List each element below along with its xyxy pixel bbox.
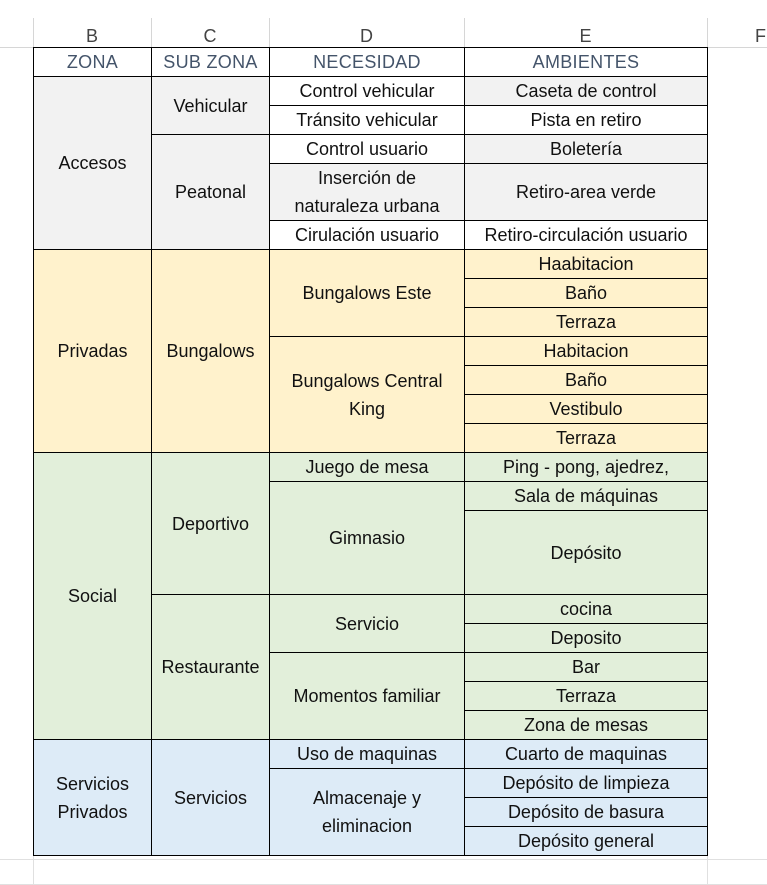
zone-cell-social[interactable]: Social <box>34 453 152 740</box>
gridline <box>0 859 767 860</box>
need-cell[interactable] <box>270 769 465 856</box>
need-line: naturaleza urbana <box>294 196 440 216</box>
space-cell[interactable]: Ping - pong, ajedrez, <box>465 453 708 482</box>
zone-line: Servicios <box>55 773 130 794</box>
need-cell[interactable]: Gimnasio <box>270 482 465 595</box>
subzone-cell-bungalows[interactable]: Bungalows <box>152 250 270 453</box>
need-cell[interactable]: Control usuario <box>270 135 465 164</box>
column-header-c[interactable]: C <box>203 26 217 46</box>
subzone-cell-vehicular[interactable]: Vehicular <box>152 77 270 135</box>
space-cell[interactable]: Retiro-area verde <box>465 164 708 221</box>
need-line: eliminacion <box>321 816 413 836</box>
need-cell[interactable]: Bungalows Este <box>270 250 465 337</box>
space-cell[interactable]: Haabitacion <box>465 250 708 279</box>
column-header-b[interactable]: B <box>85 26 98 46</box>
space-cell[interactable]: Deposito <box>465 624 708 653</box>
space-cell[interactable]: Terraza <box>465 682 708 711</box>
subzone-cell-servicios[interactable]: Servicios <box>152 740 270 856</box>
zoning-table <box>33 47 708 856</box>
space-cell[interactable]: Terraza <box>465 424 708 453</box>
space-cell[interactable]: Retiro-circulación usuario <box>465 221 708 250</box>
space-cell[interactable]: Vestibulo <box>465 395 708 424</box>
column-header-e[interactable]: E <box>579 26 592 46</box>
header-ambientes[interactable]: AMBIENTES <box>465 48 708 77</box>
need-cell[interactable]: Momentos familiar <box>270 653 465 740</box>
space-cell[interactable]: Depósito <box>465 511 708 595</box>
space-cell[interactable]: Baño <box>465 279 708 308</box>
space-cell[interactable]: Habitacion <box>465 337 708 366</box>
need-line: Bungalows Central <box>291 370 443 391</box>
need-cell[interactable]: Servicio <box>270 595 465 653</box>
space-cell[interactable]: Baño <box>465 366 708 395</box>
space-cell[interactable]: Pista en retiro <box>465 106 708 135</box>
space-cell[interactable]: Depósito de limpieza <box>465 769 708 798</box>
column-header-bar <box>0 0 767 48</box>
column-separator[interactable] <box>707 18 708 47</box>
subzone-cell-deportivo[interactable]: Deportivo <box>152 453 270 595</box>
column-header-f[interactable]: F <box>755 26 766 46</box>
space-cell[interactable]: Bar <box>465 653 708 682</box>
need-cell[interactable] <box>270 164 465 221</box>
space-cell[interactable]: Caseta de control <box>465 77 708 106</box>
space-cell[interactable]: cocina <box>465 595 708 624</box>
space-cell[interactable]: Depósito de basura <box>465 798 708 827</box>
need-cell[interactable] <box>270 337 465 453</box>
need-cell[interactable]: Cirulación usuario <box>270 221 465 250</box>
space-cell[interactable]: Terraza <box>465 308 708 337</box>
space-cell[interactable]: Zona de mesas <box>465 711 708 740</box>
zone-cell-accesos[interactable]: Accesos <box>34 77 152 250</box>
space-cell[interactable]: Boletería <box>465 135 708 164</box>
need-cell[interactable]: Tránsito vehicular <box>270 106 465 135</box>
space-cell[interactable]: Sala de máquinas <box>465 482 708 511</box>
need-cell[interactable]: Uso de maquinas <box>270 740 465 769</box>
need-cell[interactable]: Control vehicular <box>270 77 465 106</box>
need-cell[interactable]: Juego de mesa <box>270 453 465 482</box>
zone-line: Privados <box>57 801 128 822</box>
space-cell[interactable]: Cuarto de maquinas <box>465 740 708 769</box>
zone-cell-servicios-privados[interactable] <box>34 740 152 856</box>
need-line: Inserción de <box>317 168 417 188</box>
zone-cell-privadas[interactable]: Privadas <box>34 250 152 453</box>
need-line: King <box>348 398 386 419</box>
header-zona[interactable]: ZONA <box>34 48 152 77</box>
need-line: Almacenaje y <box>312 788 422 808</box>
column-header-d[interactable]: D <box>360 26 373 46</box>
subzone-cell-restaurante[interactable]: Restaurante <box>152 595 270 740</box>
space-cell[interactable]: Depósito general <box>465 827 708 856</box>
subzone-cell-peatonal[interactable]: Peatonal <box>152 135 270 250</box>
header-necesidad[interactable]: NECESIDAD <box>270 48 465 77</box>
header-sub-zona[interactable]: SUB ZONA <box>152 48 270 77</box>
